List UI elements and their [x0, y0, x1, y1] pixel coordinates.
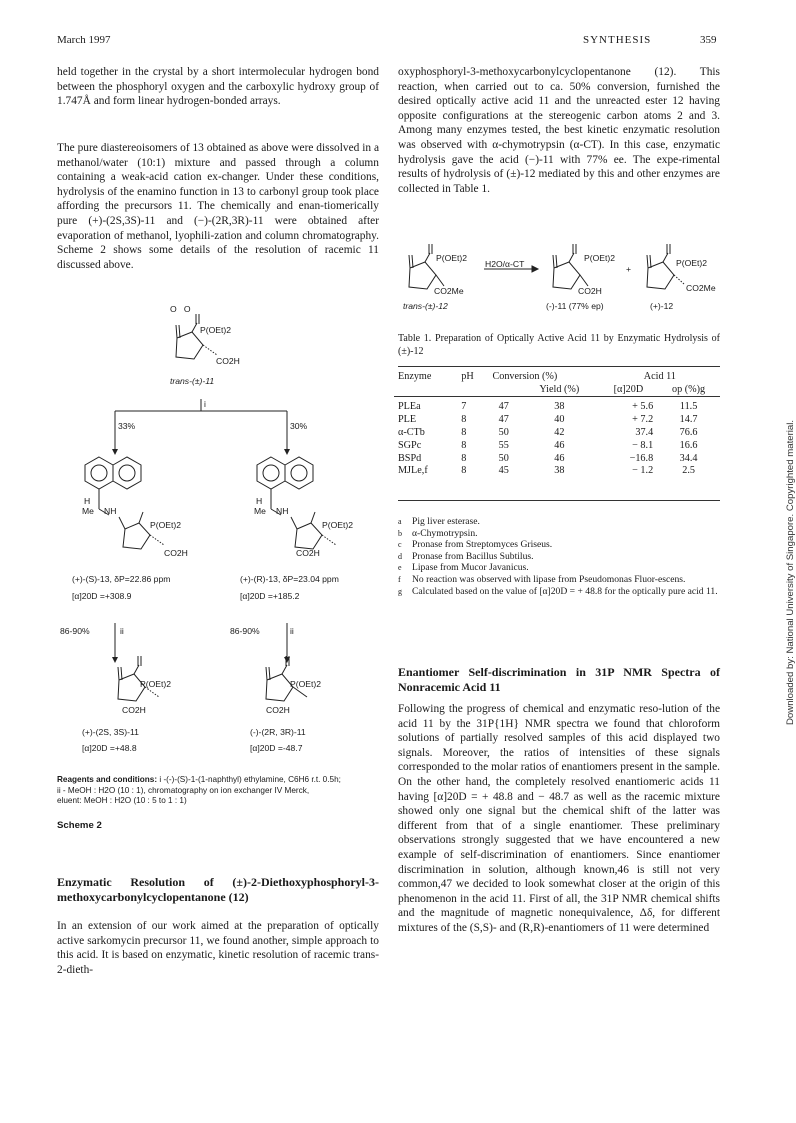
- rx-p2-label: (+)-12: [650, 301, 674, 311]
- scheme-left-nh: NH: [104, 506, 117, 516]
- scheme-poet-top: P(OEt)2: [200, 325, 232, 335]
- table-cell: 47: [498, 401, 509, 413]
- table-cell: 45: [498, 465, 509, 477]
- scheme-title: Scheme 2: [57, 820, 102, 831]
- table-cell: 16.6: [679, 439, 698, 451]
- rx-p1-co2h: CO2H: [578, 286, 602, 296]
- scheme-right-co2h: CO2H: [296, 548, 320, 558]
- rx-plus: +: [626, 264, 632, 274]
- table-cell: 8: [461, 427, 467, 439]
- scheme-co2h-top: CO2H: [216, 356, 240, 366]
- table-cell: 42: [554, 427, 565, 439]
- table-caption: Table 1. Preparation of Optically Active Acid 11 by Enzymatic Hydrolysis of (±)-12: [398, 333, 720, 357]
- table-cell: 14.7: [679, 414, 698, 426]
- table-top-rule: [398, 366, 720, 367]
- scheme-right-bot-co2h: CO2H: [266, 705, 290, 715]
- right-col-paragraph-2: Following the progress of chemical and enzymatic reso-lution of the acid 11 by the 31P{1H} NMR spectra we found that chloroform solutions of partially resolved samples of this acid displayed two signals. Moreover, the ratios of intensities of these signals corresponded to the molar ratios of enantiomers present in the sample. On the other hand, the completely resolved enantiomeric acids 11 having [α]20D = + 48.8 and − 48.7 as well as the racemic mixture showed only one signal but the chemical shift of the latter was different from that of a single enantiomer. These preliminary observations strongly suggested that we have encountered a new example of self-discrimination of enantiomers. Since enantiomer discrimination in solution, although known,46 is still not very common,47 we decided to look somewhat closer at the origin of this phenomenon in the acid 11. First of all, the 31P NMR chemical shifts and the magnitude of magnetic nonequivalence, Δδ, for different mixtures of the (S,S)- and (R,R)-enantiomers of 11 were determined: [398, 703, 720, 934]
- table-row: [394, 426, 720, 439]
- table-cell: 46: [554, 439, 565, 451]
- scheme-left-pct: 33%: [118, 421, 136, 431]
- section-heading-enzymatic: Enzymatic Resolution of (±)-2-Diethoxyphosphoryl-3-methoxycarbonylcyclopentanone (12): [57, 875, 379, 904]
- scheme-top-label: trans-(±)-11: [170, 376, 215, 386]
- table-cell: + 7.2: [632, 414, 654, 426]
- page-number: 359: [700, 34, 717, 46]
- scheme-left-bot-co2h: CO2H: [122, 705, 146, 715]
- o-label: O O: [170, 304, 191, 314]
- table-cell: 38: [554, 465, 565, 477]
- table-cell: 8: [461, 439, 467, 451]
- scheme-conditions: Reagents and conditions: i -(-)-(S)-1-(1-naphthyl) ethylamine, C6H6 r.t. 0.5h; ii - MeOH : H2O (10 : 1), chromatography on ion exchanger IV Merck, eluent: MeOH : H2O (10 : 5 to 1 : 1): [57, 775, 341, 805]
- scheme-left-ii: ii: [120, 626, 124, 636]
- table-header-row-1: [394, 370, 720, 383]
- scheme-left-yield: 86-90%: [60, 626, 90, 636]
- scheme-right-mid-label: (+)-(R)-13, δP=23.04 ppm: [240, 574, 339, 584]
- table-cell: 50: [498, 427, 509, 439]
- table-row: [394, 439, 720, 452]
- table-cell: SGPc: [398, 439, 422, 451]
- table-cell: 8: [461, 452, 467, 464]
- scheme-right-pct: 30%: [290, 421, 308, 431]
- table-cell: 11.5: [679, 401, 698, 413]
- rx-arrow-label: H2O/α-CT: [485, 259, 525, 269]
- running-header-journal: SYNTHESIS: [583, 34, 652, 46]
- scheme-left-mid-alpha: [α]20D =+308.9: [72, 591, 132, 601]
- scheme-right-yield: 86-90%: [230, 626, 260, 636]
- table-cell: PLEa: [398, 401, 421, 413]
- scheme-right-bot-label: (-)-(2R, 3R)-11: [250, 727, 306, 737]
- table-cell: 34.4: [679, 452, 698, 464]
- right-col-paragraph-1: oxyphosphoryl-3-methoxycarbonylcyclopentanone (12). This reaction, when carried out to ca. 50% conversion, furnished the desired optically active acid 11 and the unreacted ester 12 having opposite configurations at the stereogenic carbon atoms 2 and 3. Among many enzymes tested, the best kinetic enzymatic resolution was observed with α-chymotrypsin (α-CT). In this case, enzymatic hydrolysis gave the acid (−)-11 with 77% ee. The expe-rimental results of hydrolysis of (±)-12 mediated by this and other enzymes are collected in Table 1.: [398, 66, 720, 195]
- scheme-right-me: Me: [254, 506, 266, 516]
- col-yield: Yield (%): [539, 383, 580, 395]
- left-col-paragraph-3: In an extension of our work aimed at the preparation of optically active sarkomycin precursor 11, we found another, simple approach to this acid. It is based on enzymatic, kinetic resolution of racemic trans-2-dieth-: [57, 920, 379, 976]
- scheme-right-bot-alpha: [α]20D =-48.7: [250, 743, 303, 753]
- table-footnotes: [398, 516, 720, 597]
- col-ph: pH: [461, 370, 474, 382]
- rx-sm-label: trans-(±)-12: [403, 301, 448, 311]
- rx-p1-label: (-)-11 (77% ep): [546, 301, 604, 311]
- scheme-left-co2h: CO2H: [164, 548, 188, 558]
- scheme-left-me: Me: [82, 506, 94, 516]
- table-cell: 8: [461, 465, 467, 477]
- download-notice: Downloaded by: National University of Singapore. Copyrighted material.: [785, 419, 796, 725]
- scheme-left-bot-poet: P(OEt)2: [140, 679, 172, 689]
- running-header-date: March 1997: [57, 34, 111, 46]
- rx-p2-poet: P(OEt)2: [676, 258, 708, 268]
- table-cell: − 8.1: [632, 439, 654, 451]
- scheme-left-mid-label: (+)-(S)-13, δP=22.86 ppm: [72, 574, 171, 584]
- table-cell: + 5.6: [632, 401, 654, 413]
- footnote: c Pronase from Streptomyces Griseus.: [398, 539, 553, 551]
- scheme-right-bot-poet: P(OEt)2: [290, 679, 322, 689]
- col-acid: Acid 11: [643, 370, 676, 382]
- footnote: d Pronase from Bacillus Subtilus.: [398, 550, 534, 562]
- table-cell: 8: [461, 414, 467, 426]
- footnote: b α-Chymotrypsin.: [398, 527, 478, 539]
- scheme-right-ii: ii: [290, 626, 294, 636]
- table-cell: MJLe,f: [398, 465, 428, 477]
- enzyme-table: [394, 370, 720, 477]
- footnote: g Calculated based on the value of [α]20D = + 48.8 for the optically pure acid 11.: [398, 585, 718, 597]
- left-col-paragraph-1: held together in the crystal by a short intermolecular hydrogen bond between the phosphoryl oxygen and the carboxylic hydroxy group of 1.747Å and form linear hydrogen-bonded arrays.: [57, 66, 379, 108]
- scheme-left-poet: P(OEt)2: [150, 520, 182, 530]
- scheme-left-bot-label: (+)-(2S, 3S)-11: [82, 727, 139, 737]
- table-cell: 37.4: [635, 427, 654, 439]
- table-cell: 7: [461, 401, 467, 413]
- table-cell: PLE: [398, 414, 417, 426]
- footnote: f No reaction was observed with lipase from Pseudomonas Fluor-escens.: [398, 573, 686, 585]
- table-cell: 38: [554, 401, 565, 413]
- rx-sm-poet: P(OEt)2: [436, 253, 468, 263]
- scheme-left-bot-alpha: [α]20D =+48.8: [82, 743, 137, 753]
- col-alpha: [α]20D: [613, 383, 644, 395]
- left-col-paragraph-2: The pure diastereoisomers of 13 obtained as above were dissolved in a methanol/water (10:1) mixture and passed through a column containing a weak-acid cation ex-changer. Under these conditions, hydrolysis of the enamino function in 13 to carbonyl group took place affording the precursors 11. The chemically and enan-tiomerically pure (+)-(2S,3S)-11 and (−)-(2R,3R)-11 were obtained after evaporation of methanol, lyophili-zation and column chromatography. Scheme 2 shows some details of the resolution of racemic 11 discussed above.: [57, 142, 379, 271]
- footnote: e Lipase from Mucor Javanicus.: [398, 562, 529, 574]
- table-cell: 2.5: [682, 465, 695, 477]
- rx-sm-co2me: CO2Me: [434, 286, 464, 296]
- table-cell: BSPd: [398, 452, 422, 464]
- col-enzyme: Enzyme: [398, 370, 432, 382]
- table-cell: 76.6: [679, 427, 698, 439]
- col-op: op (%)g: [672, 383, 706, 395]
- table-cell: α-CTb: [398, 427, 425, 439]
- table-cell: 47: [498, 414, 509, 426]
- table-cell: 50: [498, 452, 509, 464]
- scheme-step-i: i: [204, 399, 206, 409]
- footnote: a Pig liver esterase.: [398, 516, 480, 527]
- scheme-right-poet: P(OEt)2: [322, 520, 354, 530]
- table-cell: −16.8: [629, 452, 654, 464]
- table-row: [394, 452, 720, 465]
- table-row: [394, 413, 720, 426]
- rx-p2-co2me: CO2Me: [686, 283, 716, 293]
- table-header-row-2: [394, 383, 720, 396]
- scheme-2-diagram: [57, 305, 387, 785]
- table-cell: 55: [498, 439, 509, 451]
- section-heading-nmr: Enantiomer Self-discrimination in 31P NMR Spectra of Nonracemic Acid 11: [398, 665, 720, 694]
- col-conversion: Conversion (%): [492, 370, 558, 382]
- table-cell: 40: [554, 414, 565, 426]
- rx-p1-poet: P(OEt)2: [584, 253, 616, 263]
- scheme-right-mid-alpha: [α]20D =+185.2: [240, 591, 300, 601]
- table-cell: 46: [554, 452, 565, 464]
- scheme-right-h: H: [256, 496, 263, 506]
- scheme-left-h: H: [84, 496, 91, 506]
- table-cell: − 1.2: [632, 465, 654, 477]
- scheme-right-nh: NH: [276, 506, 289, 516]
- table-bottom-rule: [398, 500, 720, 501]
- table-row: [394, 465, 720, 478]
- table-row: [394, 401, 720, 414]
